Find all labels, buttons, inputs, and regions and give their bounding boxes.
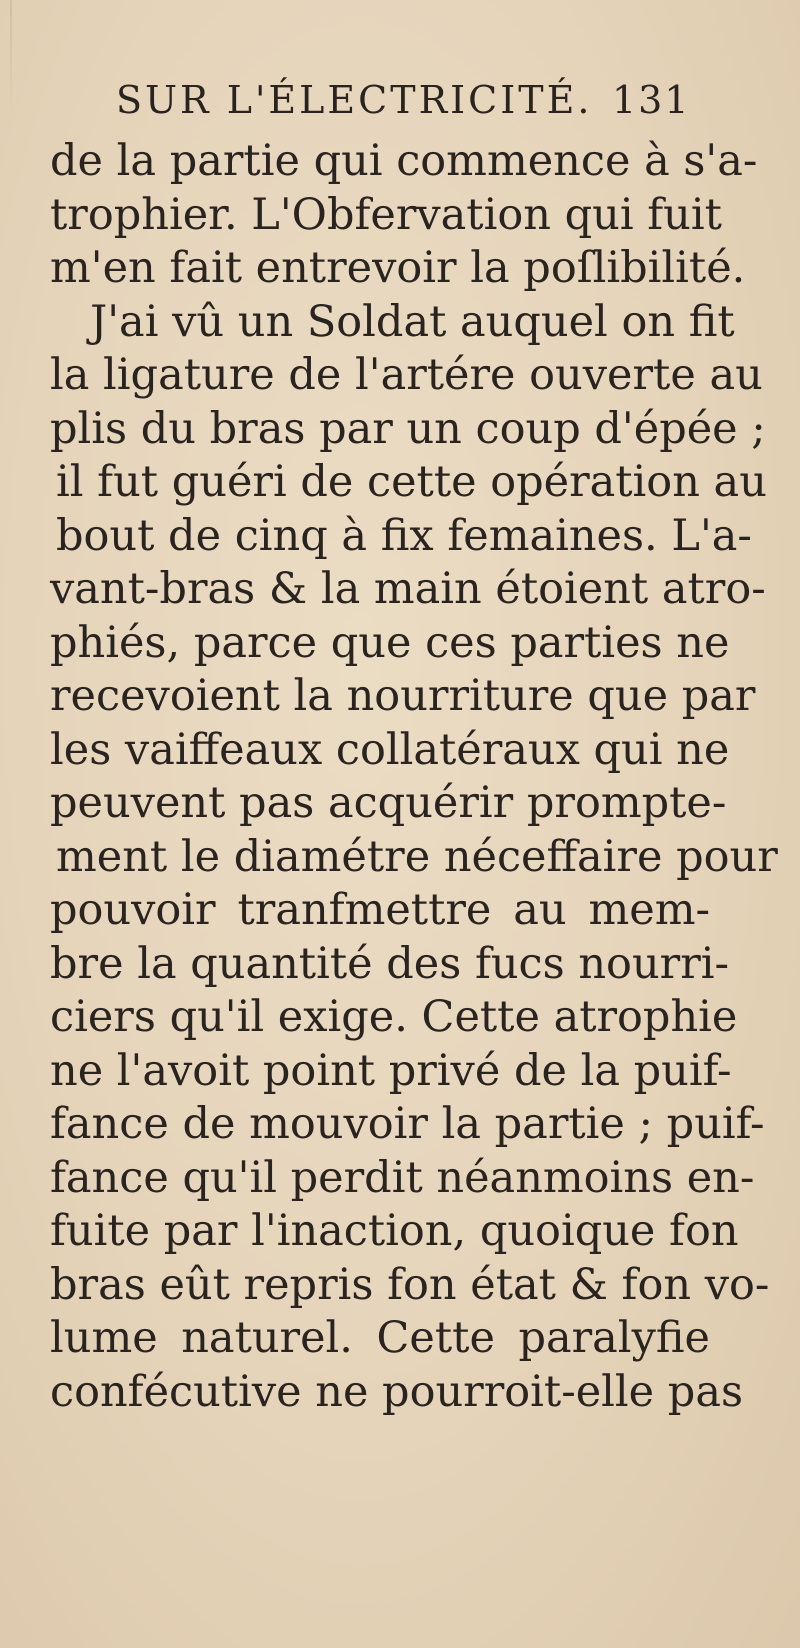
text-line: m'en fait entrevoir la poſlibilité.: [50, 243, 746, 293]
text-line: fuite par l'inaction, quoique fon: [50, 1206, 739, 1256]
text-line: bras eût repris fon état & fon vo-: [50, 1259, 770, 1310]
text-line: ciers qu'il exige. Cette atrophie: [50, 992, 738, 1042]
text-line: la ligature de l'artére ouverte au: [50, 350, 763, 400]
text-line: de la partie qui commence à s'a-: [50, 136, 758, 186]
text-line: phiés, parce que ces parties ne: [50, 617, 730, 668]
page-number: 131: [612, 78, 691, 122]
text-line: les vaiffeaux collatéraux qui ne: [50, 724, 730, 775]
text-line: confécutive ne pourroit-elle pas: [50, 1366, 744, 1417]
text-line: plis du bras par un coup d'épée ;: [50, 403, 766, 454]
text-line: recevoient la nourriture que par: [50, 671, 756, 721]
text-line: il fut guéri de cette opération au: [56, 457, 767, 507]
text-line: fance de mouvoir la partie ; puif-: [50, 1099, 765, 1149]
text-line: J'ai vû un Soldat auquel on fit: [90, 296, 735, 347]
page-edge-shadow: [10, 0, 12, 120]
text-line: ne l'avoit point privé de la puif-: [50, 1045, 732, 1096]
text-line: bout de cinq à fix femaines. L'a-: [56, 510, 752, 561]
text-line: pouvoir tranfmettre au mem-: [50, 885, 710, 935]
body-text: [50, 135, 778, 1419]
running-title: SUR L'ÉLECTRICITÉ.: [116, 78, 593, 122]
text-line: fance qu'il perdit néanmoins en-: [50, 1152, 755, 1203]
text-line: peuvent pas acquérir prompte-: [50, 778, 727, 828]
text-line: lume naturel. Cette paralyfie: [50, 1313, 710, 1363]
text-line: ment le diamétre néceffaire pour: [56, 831, 778, 882]
text-line: vant-bras & la main étoient atro-: [50, 564, 766, 614]
text-line: bre la quantité des fucs nourri-: [50, 938, 730, 989]
text-line: trophier. L'Obfervation qui fuit: [50, 189, 722, 240]
